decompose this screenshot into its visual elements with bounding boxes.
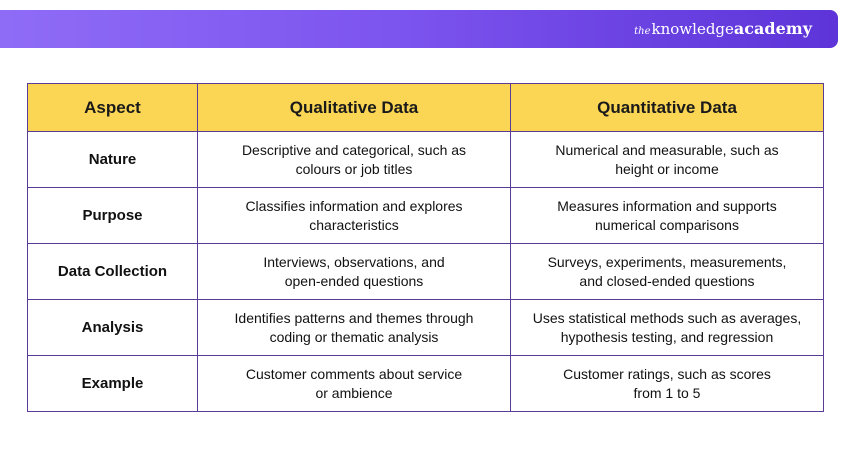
cell-line: from 1 to 5: [633, 384, 701, 401]
cell-line: Measures information and supports: [557, 197, 777, 214]
cell-line: Interviews, observations, and: [263, 253, 445, 270]
header-aspect: Aspect: [28, 84, 198, 132]
row-aspect: Purpose: [28, 188, 198, 244]
header-qualitative: Qualitative Data: [198, 84, 511, 132]
table-row: [28, 132, 824, 188]
cell-line: coding or thematic analysis: [269, 328, 439, 345]
cell-line: Customer ratings, such as scores: [563, 365, 771, 382]
cell-line: height or income: [615, 160, 719, 177]
quantitative-cell: [511, 244, 824, 300]
cell-line: Classifies information and explores: [245, 197, 463, 214]
cell-line: colours or job titles: [295, 160, 413, 177]
table-row: [28, 244, 824, 300]
cell-line: or ambience: [315, 384, 393, 401]
row-aspect: Data Collection: [28, 244, 198, 300]
row-aspect: Analysis: [28, 300, 198, 356]
header-banner: [0, 10, 838, 48]
comparison-table: [27, 83, 824, 412]
header-quantitative: Quantitative Data: [511, 84, 824, 132]
brand-academy: academy: [733, 19, 812, 38]
quantitative-cell: [511, 132, 824, 188]
brand-logo: [634, 10, 812, 48]
quantitative-cell: [511, 356, 824, 412]
quantitative-cell: [511, 188, 824, 244]
cell-line: Customer comments about service: [245, 365, 463, 382]
table-row: [28, 188, 824, 244]
row-aspect: Example: [28, 356, 198, 412]
table-row: [28, 356, 824, 412]
cell-line: characteristics: [309, 216, 399, 233]
cell-line: open-ended questions: [284, 272, 424, 289]
brand-the: the: [634, 26, 651, 37]
cell-line: Numerical and measurable, such as: [555, 141, 779, 158]
qualitative-cell: [198, 300, 511, 356]
cell-line: Uses statistical methods such as averages,: [532, 309, 802, 326]
qualitative-cell: [198, 132, 511, 188]
qualitative-cell: [198, 356, 511, 412]
cell-line: Surveys, experiments, measurements,: [547, 253, 787, 270]
cell-line: Descriptive and categorical, such as: [241, 141, 467, 158]
qualitative-cell: [198, 244, 511, 300]
quantitative-cell: [511, 300, 824, 356]
cell-line: Identifies patterns and themes through: [234, 309, 474, 326]
qualitative-cell: [198, 188, 511, 244]
cell-line: hypothesis testing, and regression: [560, 328, 774, 345]
table-header-row: [28, 84, 824, 132]
row-aspect: Nature: [28, 132, 198, 188]
cell-line: numerical comparisons: [595, 216, 739, 233]
table-row: [28, 300, 824, 356]
cell-line: and closed-ended questions: [579, 272, 755, 289]
brand-knowledge: knowledge: [651, 20, 734, 38]
